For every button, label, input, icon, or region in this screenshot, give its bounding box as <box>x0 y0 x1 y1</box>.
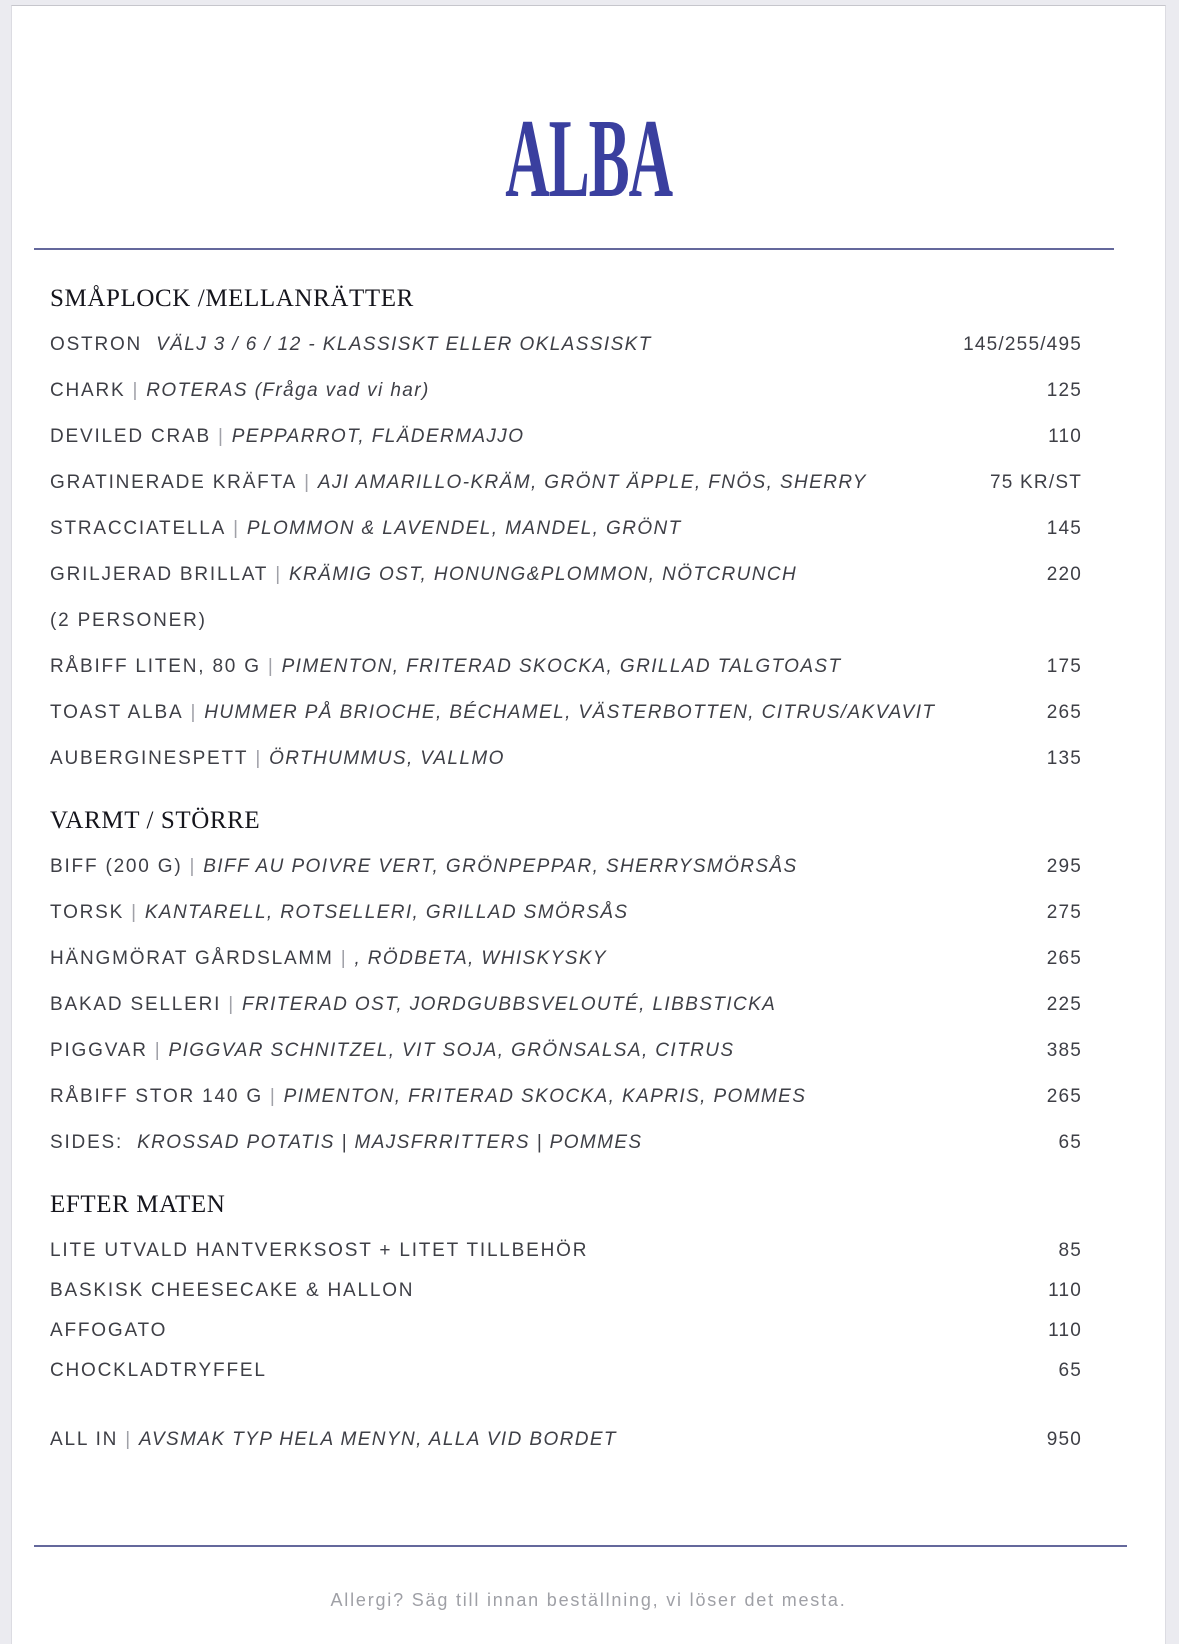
item-price: 110 <box>1048 1320 1082 1341</box>
item-price: 85 <box>1058 1240 1082 1261</box>
item-description: PIMENTON, FRITERAD SKOCKA, GRILLAD TALGTOAST <box>281 656 842 677</box>
menu-item <box>50 470 1082 496</box>
menu-item <box>50 654 1082 680</box>
item-price: 145/255/495 <box>963 334 1082 355</box>
menu-item <box>50 854 1082 880</box>
item-price: 275 <box>1046 902 1082 923</box>
item-separator: | <box>340 948 348 969</box>
item-price: 145 <box>1046 518 1082 539</box>
item-name: OSTRON <box>50 334 143 355</box>
item-separator: | <box>267 656 275 677</box>
menu-page <box>11 5 1166 1644</box>
item-price: 265 <box>1046 1086 1082 1107</box>
menu-item <box>50 1318 1082 1344</box>
menu-item <box>50 1084 1082 1110</box>
menu-item <box>50 424 1082 450</box>
item-separator: | <box>269 1086 277 1107</box>
allergy-note: Allergi? Säg till innan beställning, vi löser det mesta. <box>330 1590 847 1610</box>
item-name: BASKISK CHEESECAKE & HALLON <box>50 1280 415 1301</box>
item-description: AVSMAK TYP HELA MENYN, ALLA VID BORDET <box>138 1429 617 1450</box>
item-name: DEVILED CRAB <box>50 426 211 447</box>
menu-item <box>50 900 1082 926</box>
item-description: FRITERAD OST, JORDGUBBSVELOUTÉ, LIBBSTICKA <box>242 994 777 1015</box>
item-name: STRACCIATELLA <box>50 518 227 539</box>
item-note: (2 PERSONER) <box>50 610 207 631</box>
item-description: AJI AMARILLO-KRÄM, GRÖNT ÄPPLE, FNÖS, SHERRY <box>317 472 867 493</box>
item-name: GRATINERADE KRÄFTA <box>50 472 298 493</box>
item-description: PIGGVAR SCHNITZEL, VIT SOJA, GRÖNSALSA, CITRUS <box>168 1040 735 1061</box>
item-name: RÅBIFF STOR 140 G <box>50 1086 263 1107</box>
item-separator: | <box>131 902 138 923</box>
menu-item <box>50 746 1082 772</box>
menu-item <box>50 1238 1082 1264</box>
menu-item <box>50 1130 1082 1156</box>
restaurant-logo: ALBA <box>505 96 672 221</box>
item-name: PIGGVAR <box>50 1040 148 1061</box>
menu-item-all-in <box>50 1427 1082 1453</box>
menu-item <box>50 378 1082 404</box>
item-separator: | <box>275 564 282 585</box>
item-name: AFFOGATO <box>50 1320 168 1341</box>
item-price: 135 <box>1046 748 1082 769</box>
menu-content <box>12 284 1165 1453</box>
item-description: ÖRTHUMMUS, VALLMO <box>269 748 505 769</box>
item-separator: | <box>154 1040 162 1061</box>
bottom-divider <box>34 1545 1127 1547</box>
item-separator: | <box>304 472 311 493</box>
item-name: BAKAD SELLERI <box>50 994 222 1015</box>
item-description: HUMMER PÅ BRIOCHE, BÉCHAMEL, VÄSTERBOTTEN, CITRUS/AKVAVIT <box>204 702 936 723</box>
logo-container <box>12 96 1165 221</box>
item-separator: | <box>255 748 263 769</box>
item-name: BIFF (200 G) <box>50 856 183 877</box>
menu-item <box>50 1358 1082 1384</box>
menu-item <box>50 946 1082 972</box>
item-price: 225 <box>1046 994 1082 1015</box>
item-price: 65 <box>1058 1360 1082 1381</box>
item-price: 125 <box>1046 380 1082 401</box>
item-description: , RÖDBETA, WHISKYSKY <box>354 948 607 969</box>
item-price: 265 <box>1046 948 1082 969</box>
item-separator: | <box>228 994 235 1015</box>
item-name: AUBERGINESPETT <box>50 748 249 769</box>
item-description: KANTARELL, ROTSELLERI, GRILLAD SMÖRSÅS <box>144 902 629 923</box>
section-title: SMÅPLOCK /MELLANRÄTTER <box>50 285 414 312</box>
section-title: EFTER MATEN <box>50 1191 226 1218</box>
item-separator: | <box>132 380 140 401</box>
item-name: TORSK <box>50 902 125 923</box>
top-divider <box>34 248 1114 250</box>
menu-section-smaplock <box>50 284 1082 772</box>
item-price: 295 <box>1046 856 1082 877</box>
item-name: ALL IN <box>50 1429 119 1450</box>
item-separator: | <box>233 518 240 539</box>
item-description: KROSSAD POTATIS | MAJSFRRITTERS | POMMES <box>137 1132 643 1153</box>
menu-section-varmt <box>50 806 1082 1156</box>
item-separator: | <box>189 856 197 877</box>
item-price: 65 <box>1058 1132 1082 1153</box>
item-price: 175 <box>1046 656 1082 677</box>
menu-item <box>50 1278 1082 1304</box>
item-price: 75 KR/ST <box>990 472 1082 493</box>
item-description: VÄLJ 3 / 6 / 12 - KLASSISKT ELLER OKLASSISKT <box>156 334 652 355</box>
item-separator: | <box>125 1429 132 1450</box>
menu-item <box>50 516 1082 542</box>
menu-section-efter-maten <box>50 1190 1082 1384</box>
item-price: 950 <box>1046 1429 1082 1450</box>
section-title: VARMT / STÖRRE <box>50 807 261 834</box>
item-name: LITE UTVALD HANTVERKSOST + LITET TILLBEHÖR <box>50 1240 589 1261</box>
item-separator: | <box>217 426 225 447</box>
item-name: HÄNGMÖRAT GÅRDSLAMM <box>50 948 334 969</box>
item-price: 110 <box>1048 426 1082 447</box>
item-name: CHOCKLADTRYFFEL <box>50 1360 267 1381</box>
item-description: PIMENTON, FRITERAD SKOCKA, KAPRIS, POMMES <box>283 1086 807 1107</box>
menu-item <box>50 700 1082 726</box>
item-description: BIFF AU POIVRE VERT, GRÖNPEPPAR, SHERRYSMÖRSÅS <box>203 856 798 877</box>
menu-item <box>50 1038 1082 1064</box>
item-name: SIDES: <box>50 1132 124 1153</box>
item-name: CHARK <box>50 380 126 401</box>
item-separator: | <box>190 702 198 723</box>
item-price: 110 <box>1048 1280 1082 1301</box>
item-price: 220 <box>1046 564 1082 585</box>
item-description: PEPPARROT, FLÄDERMAJJO <box>231 426 525 447</box>
item-name: GRILJERAD BRILLAT <box>50 564 269 585</box>
menu-item <box>50 992 1082 1018</box>
menu-item <box>50 332 1082 358</box>
item-description: PLOMMON & LAVENDEL, MANDEL, GRÖNT <box>246 518 682 539</box>
item-description: ROTERAS (Fråga vad vi har) <box>146 380 430 401</box>
item-price: 265 <box>1046 702 1082 723</box>
menu-item <box>50 562 1082 588</box>
item-price: 385 <box>1046 1040 1082 1061</box>
item-name: TOAST ALBA <box>50 702 184 723</box>
item-name: RÅBIFF LITEN, 80 G <box>50 656 261 677</box>
item-description: KRÄMIG OST, HONUNG&PLOMMON, NÖTCRUNCH <box>288 564 798 585</box>
